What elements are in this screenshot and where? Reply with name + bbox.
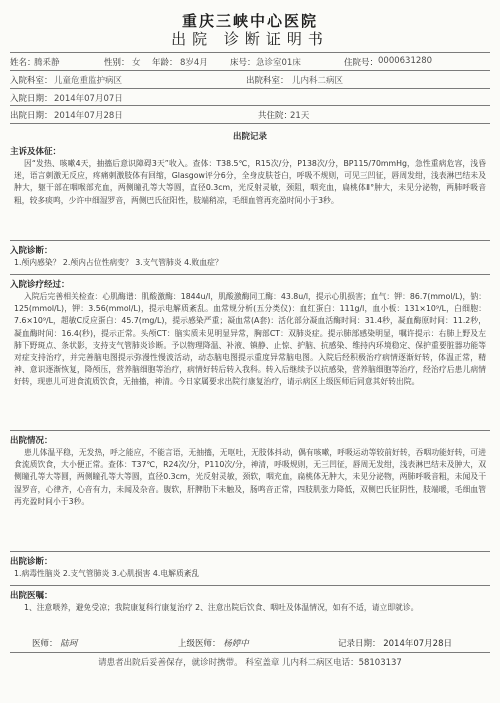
divider bbox=[10, 88, 490, 89]
doctor-label: 医师： bbox=[32, 639, 58, 649]
divider bbox=[10, 551, 490, 552]
bed-number: 急诊室01床 bbox=[256, 58, 301, 68]
discharge-ward: 儿内科二病区 bbox=[292, 76, 344, 86]
discharge-ward-label: 出院科室： bbox=[246, 76, 289, 86]
discharge-diagnosis-title: 出院诊断： bbox=[10, 557, 53, 567]
stay-days: 21天 bbox=[290, 111, 310, 121]
discharge-date: 2014年07月28日 bbox=[54, 111, 123, 121]
course-title: 入院诊疗经过： bbox=[10, 280, 70, 290]
discharge-date-label: 出院日期： bbox=[10, 111, 53, 121]
senior-doctor-label: 上级医师： bbox=[178, 639, 221, 649]
admit-ward-label: 入院科室： bbox=[10, 76, 53, 86]
patient-sex: 女 bbox=[132, 58, 141, 68]
complaint-text: 因“发热、咳嗽4天，抽搐后意识障碍3天”收入。查体：T38.5℃，R15次/分，P138次/分，BP115/70mmHg，急性重病危容，浅昏迷，语言刺激无反应，疼痛刺激肢体有回缩，Glasgow评分6分，全身皮肤苍白，呼吸不规则，可见三凹征，唇周发绀，浅表淋巴结未及肿大，躯干部在咽喉部充血，两侧瞳孔等大等圆，直径0.3cm，光反射灵敏，颈阻，咽充血，扁桃体Ⅱ°肿大，未见分泌物，两肺呼吸音粗，较多痰鸣，少许中细湿罗音，两侧巴氏征阳性，肢端稍凉，毛细血管再充盈时间小于3秒。 bbox=[14, 159, 486, 205]
doctor-signature: 陆珂 bbox=[60, 639, 78, 649]
footer-note: 请患者出院后妥善保存，就诊时携带。 科室盖章 儿内科二病区电话：58103137 bbox=[98, 658, 402, 668]
divider bbox=[10, 52, 490, 53]
name-label: 姓名： bbox=[10, 58, 36, 68]
discharge-status-title: 出院情况： bbox=[10, 436, 53, 446]
senior-signature-block bbox=[178, 637, 249, 649]
record-date-block bbox=[338, 637, 452, 649]
admit-date-label: 入院日期： bbox=[10, 94, 53, 104]
certificate-page bbox=[10, 8, 490, 694]
admit-date: 2014年07月07日 bbox=[54, 94, 123, 104]
bed-label: 床号： bbox=[230, 58, 256, 68]
admit-ward: 儿童危重监护病区 bbox=[54, 76, 123, 86]
admit-diagnosis-text: 1.颅内感染？ 2.颅内占位性病变？ 3.支气管肺炎 4.败血症？ bbox=[14, 258, 223, 267]
divider bbox=[10, 585, 490, 586]
stay-days-label: 共住院： bbox=[258, 111, 293, 121]
inpatient-no-label: 住院号： bbox=[344, 58, 379, 68]
admit-diagnosis-title: 入院诊断： bbox=[10, 246, 53, 256]
sex-label: 性别： bbox=[104, 58, 130, 68]
discharge-advice-title: 出院医嘱： bbox=[10, 591, 53, 601]
divider bbox=[10, 652, 490, 653]
course-text: 入院后完善相关检查：心肌酶谱：肌酸激酶：1844u/l，肌酸激酶同工酶：43.8u/l，提示心肌损害；血气：钾：86.7(mmol/L)，钠：125(mmol/L)，钾：3.56(mmol/L)，提示电解质紊乱。血常规分析(五分类仪)：血红蛋白：111g/l，血小板：131×10⁹/L，白细胞：7.6×10⁹/L，超敏C反应蛋白：45.7(mg/L)，提示感染严重；凝血常(A套)：活化部分凝血活酶时间：31.4秒，凝血酶原时间：11.2秒，凝血酶时间：16.4(秒)，提示正常。头颅CT：脑实质未见明显异常，胸部CT：双肺炎症。提示肺部感染明显，嘱许提示：右肺上野及左肺下野斑点、条状影，支持支气管肺炎诊断。予以物理降温、补液、镇静、止惊、护脑、抗感染、维持内环境稳定、保护重要脏器功能等对症支持治疗，并完善脑电图提示弥漫性慢波活动，动态脑电图提示重度异常脑电图。入院后经积极治疗病情逐渐好转，体温正常，精神、意识逐渐恢复，降颅压，营养脑细胞等治疗，病情好转后转入我科。转入后继续予以抗感染，营养脑细胞等治疗，经治疗后患儿病情好转，现患儿可进食流质饮食，无抽搐，神清。今日家属要求出院行康复治疗，请示病区上级医师后同意其好转出院。 bbox=[14, 292, 486, 387]
hospital-name: 重庆三峡中心医院 bbox=[181, 12, 318, 30]
divider bbox=[10, 70, 490, 71]
divider bbox=[10, 430, 490, 431]
record-date: 2014年07月28日 bbox=[383, 639, 452, 649]
document-title: 出院 诊断证明书 bbox=[171, 30, 329, 48]
doctor-signature-block bbox=[32, 637, 77, 649]
divider bbox=[10, 240, 490, 241]
patient-name: 腾釆静 bbox=[34, 58, 60, 68]
patient-age: 8岁4月 bbox=[180, 58, 208, 68]
discharge-diagnosis-text: 1.病毒性脑炎 2.支气管肺炎 3.心肌损害 4.电解质紊乱 bbox=[14, 569, 200, 578]
record-title: 出院记录 bbox=[232, 132, 267, 142]
divider bbox=[10, 274, 490, 275]
discharge-advice-text: 1、注意喂养，避免受凉；我院康复科行康复治疗 2、注意出院后饮食、咽吐及体温情况，如有不适，请立即就诊。 bbox=[24, 603, 419, 612]
age-label: 年龄： bbox=[152, 58, 178, 68]
inpatient-number: 0000631280 bbox=[378, 56, 433, 66]
divider bbox=[10, 123, 490, 124]
record-date-label: 记录日期： bbox=[338, 639, 381, 649]
divider bbox=[10, 105, 490, 106]
complaint-title: 主诉及体征： bbox=[10, 147, 62, 157]
discharge-status-text: 患儿体温平稳，无发热，呼之能应，不能言语，无抽搐，无呕吐，无肢体抖动，偶有咳嗽，呼吸运动等较前好转，吞咽功能好转，可进食流质饮食，大小便正常。查体：T37℃，R24次/分，P110次/分，神清，呼吸规则，无三凹征，唇周无发绀，浅表淋巴结未及肿大，双侧瞳孔等大等圆，两侧瞳孔等大等圆，直径0.3cm，光反射灵敏，颈软，咽充血，扁桃体无肿大，未见分泌物，两肺呼吸音粗，未闻及干湿罗音，心律齐，心音有力，未闻及杂音。腹软，肝脾肋下未触及，肠鸣音正常，四肢肌张力降低，双侧巴氏征阴性，肢端暖，毛细血管再充盈时间小于3秒。 bbox=[14, 448, 486, 506]
senior-doctor-signature: 杨婷中 bbox=[223, 639, 249, 649]
